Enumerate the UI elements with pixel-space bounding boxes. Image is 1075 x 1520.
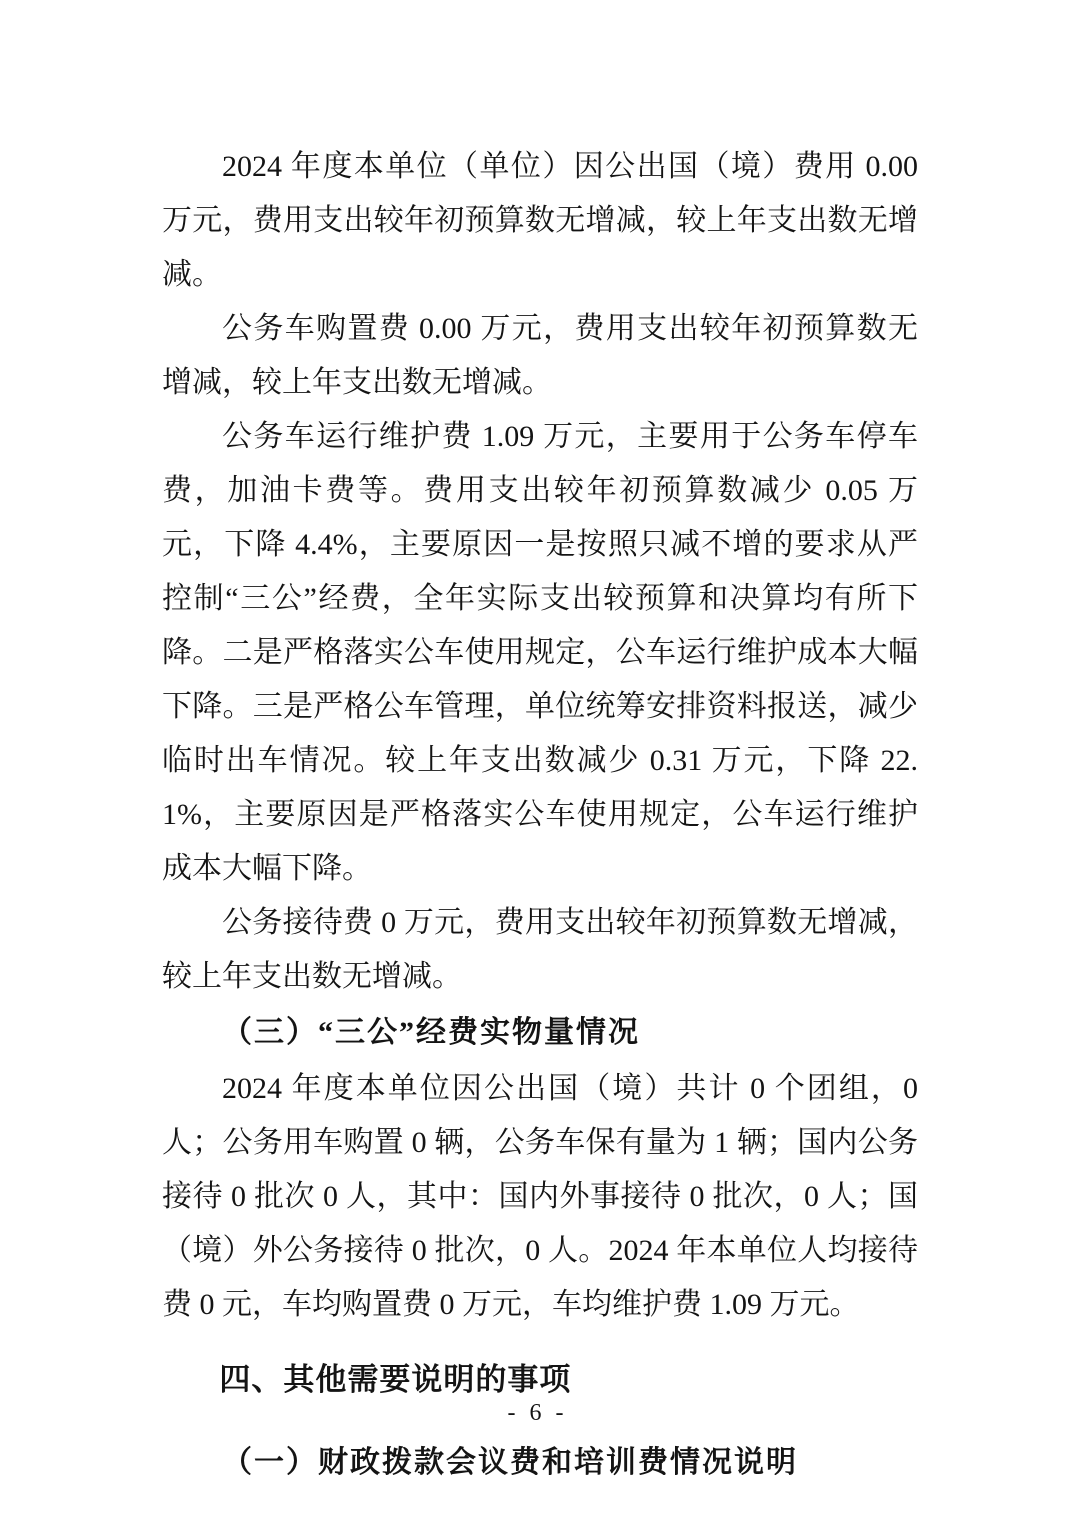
para-abroad-expense: 2024 年度本单位（单位）因公出国（境）费用 0.00 万元，费用支出较年初预算数无增减，较上年支出数无增减。 <box>162 150 918 291</box>
page-number: - 6 - <box>507 1400 568 1426</box>
para-vehicle-maintenance-fee: 公务车运行维护费 1.09 万元，主要用于公务车停车费，加油卡费等。费用支出较年初预算数减少 0.05 万元，下降 4.4%，主要原因一是按照只减不增的要求从严控制“三公”经费，全年实际支出较预算和决算均有所下降。二是严格落实公车使用规定，公车运行维护成本大幅下降。三是严格公车管理，单位统筹安排资料报送，减少临时出车情况。较上年支出数减少 0.31 万元，下降 22.1%，主要原因是严格落实公车使用规定，公车运行维护成本大幅下降。 <box>162 420 918 885</box>
document-content <box>162 140 918 1492</box>
para-official-reception-fee: 公务接待费 0 万元，费用支出较年初预算数无增减，较上年支出数无增减。 <box>162 906 918 993</box>
para-physical-quantity-details: 2024 年度本单位因公出国（境）共计 0 个团组，0 人；公务用车购置 0 辆，公务车保有量为 1 辆；国内公务接待 0 批次 0 人，其中：国内外事接待 0 批次，0 人；国（境）外公务接待 0 批次，0 人。2024 年本单位人均接待费 0 元，车均购置费 0 万元，车均维护费 1.09 万元。 <box>162 1072 918 1321</box>
para-vehicle-purchase-fee: 公务车购置费 0.00 万元，费用支出较年初预算数无增减，较上年支出数无增减。 <box>162 312 918 399</box>
heading-three-public-physical-quantity: （三）“三公”经费实物量情况 <box>222 1016 640 1049</box>
heading-fiscal-meeting-training: （一）财政拨款会议费和培训费情况说明 <box>222 1446 798 1479</box>
heading-other-matters: 四、其他需要说明的事项 <box>219 1362 572 1397</box>
